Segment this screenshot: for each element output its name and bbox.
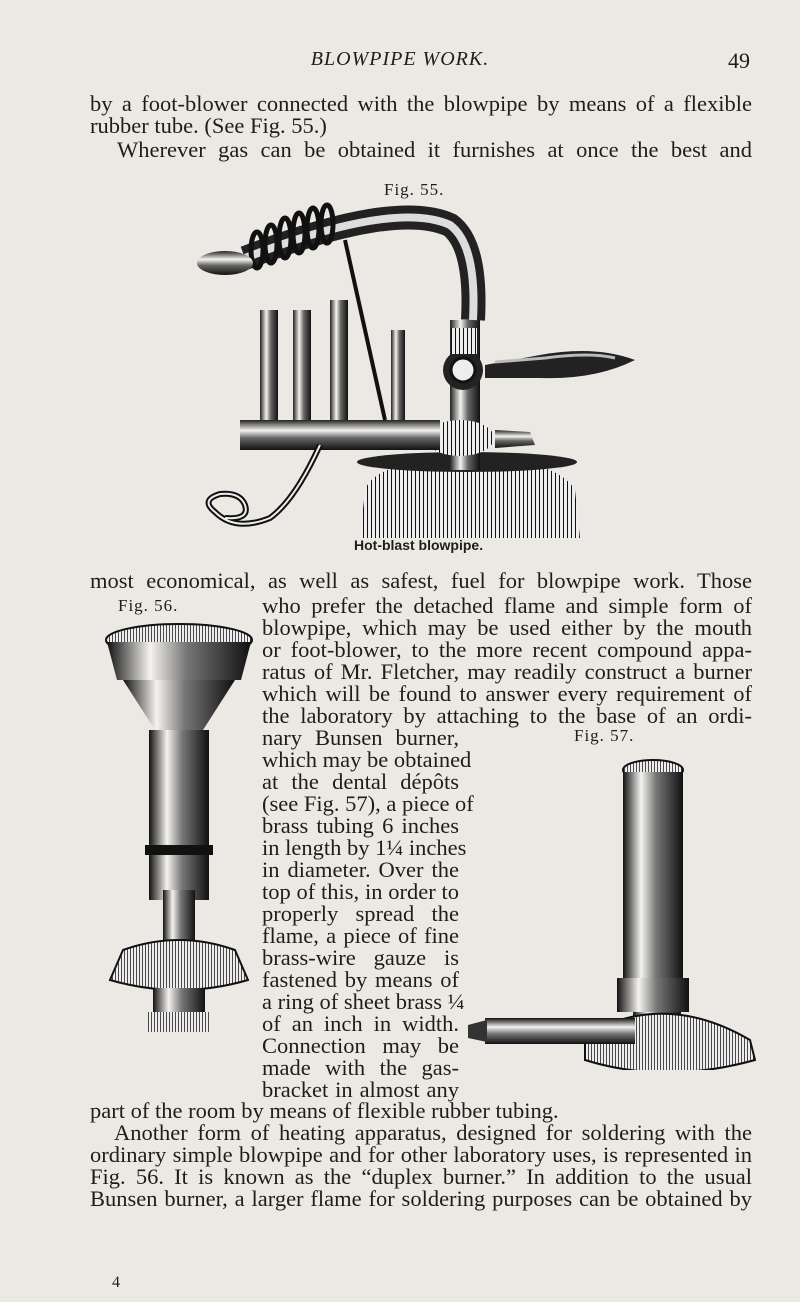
paragraph-4: [90, 1122, 752, 1210]
text-line: by a foot-blower connected with the blowpipe by means of a flexible: [90, 91, 752, 116]
figure-57-label: Fig. 57.: [574, 726, 635, 745]
text-line: which will be found to answer every requirement of: [262, 681, 752, 706]
running-title: BLOWPIPE WORK.: [310, 48, 490, 70]
text-line: fastened by means of: [262, 967, 459, 992]
running-head: [0, 48, 800, 78]
text-line: rubber tube. (See Fig. 55.): [90, 113, 327, 138]
text-line: of an inch in width.: [262, 1011, 459, 1036]
text-line: nary Bunsen burner,: [262, 725, 459, 750]
text-line: made with the gas-: [262, 1055, 459, 1080]
text-line: or foot-blower, to the more recent compound appa-: [262, 637, 752, 662]
figure-55-label: Fig. 55.: [384, 180, 445, 199]
paragraph-3: [90, 570, 752, 592]
page-number: 49: [728, 48, 750, 73]
figure-56-illustration: [103, 620, 255, 1040]
text-line: a ring of sheet brass ¼: [262, 989, 465, 1014]
figure-55-caption: Hot-blast blowpipe.: [354, 537, 484, 553]
text-line: who prefer the detached flame and simple form of: [262, 593, 752, 618]
text-line: Another form of heating apparatus, designed for soldering with the: [114, 1120, 752, 1145]
figure-57-illustration: [465, 750, 800, 1070]
text-line: brass-wire gauze is: [262, 945, 459, 970]
text-line: most economical, as well as safest, fuel for blowpipe work. Those: [90, 568, 752, 593]
text-line: ordinary simple blowpipe and for other laboratory uses, is represented in: [90, 1142, 752, 1167]
text-line: which may be obtained: [262, 747, 472, 772]
text-line: Connection may be: [262, 1033, 459, 1058]
text-line: the laboratory by attaching to the base of an ordi-: [262, 703, 752, 728]
text-line: properly spread the: [262, 901, 459, 926]
text-line: brass tubing 6 inches: [262, 813, 459, 838]
text-line: (see Fig. 57), a piece of: [262, 791, 474, 816]
text-line: ratus of Mr. Fletcher, may readily construct a burner: [262, 659, 752, 684]
paragraph-3-column: [262, 725, 474, 1102]
text-line: in length by 1¼ inches: [262, 835, 467, 860]
figure-56-label: Fig. 56.: [118, 596, 179, 615]
text-line: at the dental dépôts: [262, 769, 459, 794]
signature-mark: 4: [112, 1274, 120, 1291]
text-line: Fig. 56. It is known as the “duplex burner.” In addition to the usual: [90, 1164, 752, 1189]
text-line: in diameter. Over the: [262, 857, 459, 882]
text-line: blowpipe, which may be used either by the mouth: [262, 615, 752, 640]
text-line: top of this, in order to: [262, 879, 459, 904]
text-line: Bunsen burner, a larger flame for soldering purposes can be obtained by: [90, 1186, 752, 1211]
text-line: bracket in almost any: [262, 1077, 459, 1102]
paragraph-2: [117, 139, 752, 161]
text-line: part of the room by means of flexible rubber tubing.: [90, 1098, 559, 1123]
figure-55-illustration: [195, 200, 640, 545]
paragraph-3-wrap: [262, 595, 752, 727]
text-line: flame, a piece of fine: [262, 923, 459, 948]
paragraph-3-end: [90, 1100, 752, 1122]
text-line: Wherever gas can be obtained it furnishes at once the best and: [117, 137, 752, 162]
paragraph-1: [90, 93, 752, 137]
